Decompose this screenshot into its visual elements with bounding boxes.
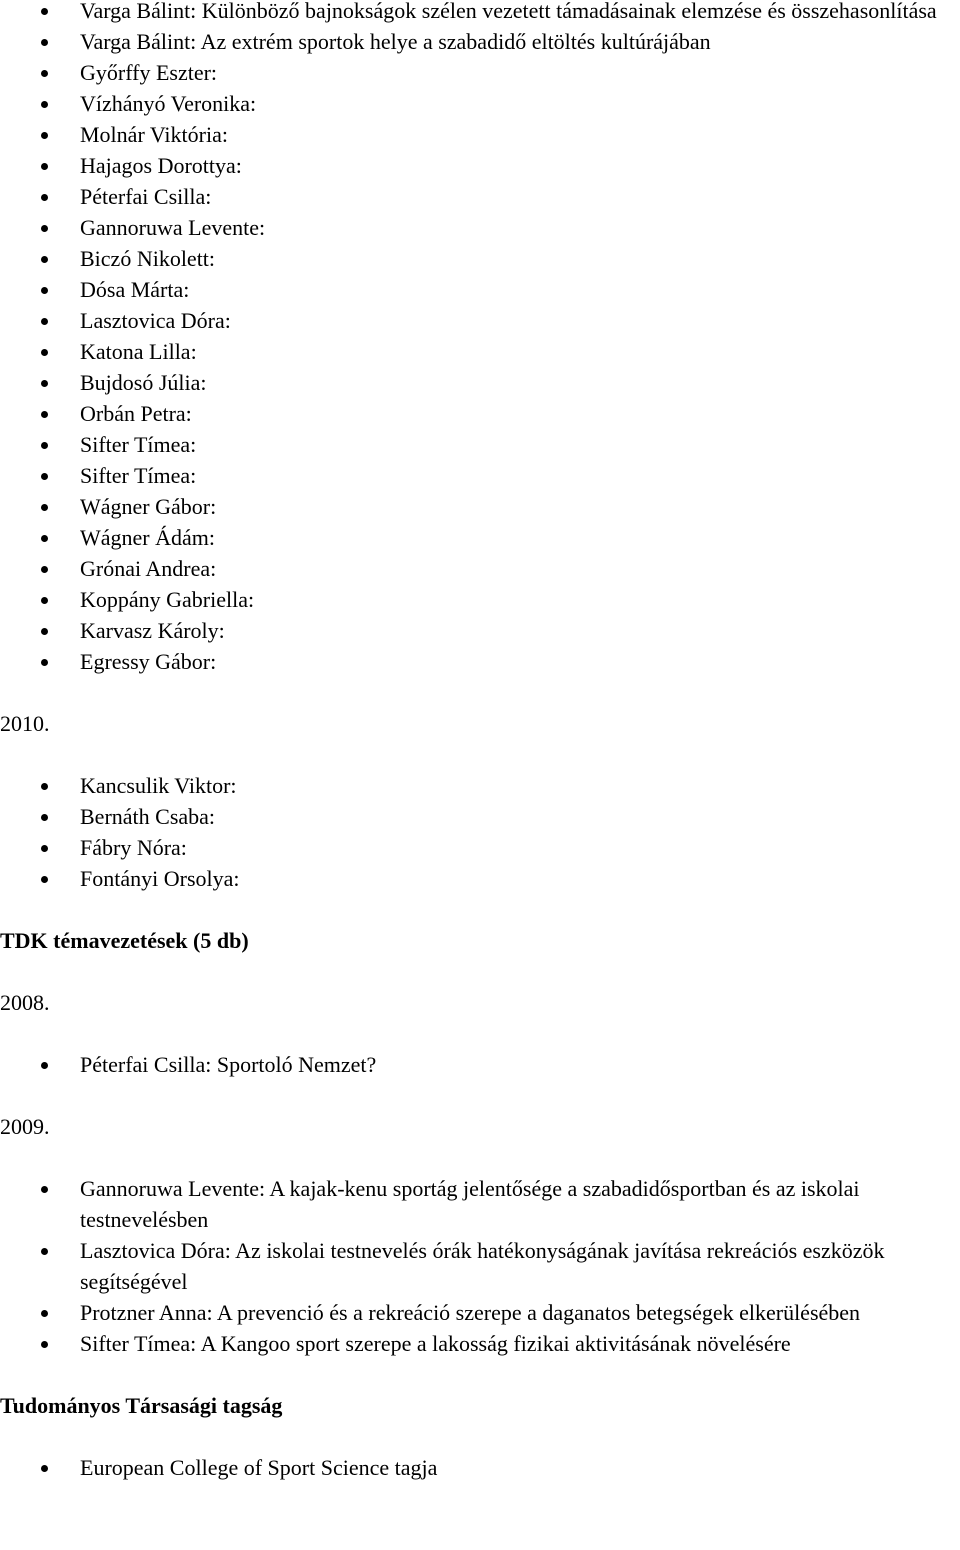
list-2010 — [0, 770, 960, 894]
spacer — [0, 1359, 960, 1390]
list-item: Karvasz Károly: — [80, 615, 960, 646]
list-item: Gannoruwa Levente: — [80, 212, 960, 243]
list-item: Hajagos Dorottya: — [80, 150, 960, 181]
list-item: Lasztovica Dóra: Az iskolai testnevelés órák hatékonyságának javítása rekreációs eszközök segítségével — [80, 1235, 960, 1297]
spacer — [0, 739, 960, 770]
spacer — [0, 894, 960, 925]
section-heading-membership: Tudományos Társasági tagság — [0, 1393, 283, 1418]
list-item: Katona Lilla: — [80, 336, 960, 367]
list-item: Fontányi Orsolya: — [80, 863, 960, 894]
list-item: Sifter Tímea: A Kangoo sport szerepe a lakosság fizikai aktivitásának növelésére — [80, 1328, 960, 1359]
spacer — [0, 1142, 960, 1173]
list-item: Egressy Gábor: — [80, 646, 960, 677]
list-item: European College of Sport Science tagja — [80, 1452, 960, 1483]
list-item: Wágner Gábor: — [80, 491, 960, 522]
list-2009-continued — [0, 0, 960, 677]
year-label-2008: 2008. — [0, 990, 50, 1015]
year-label-2009: 2009. — [0, 1114, 50, 1139]
spacer — [0, 1018, 960, 1049]
list-item: Koppány Gabriella: — [80, 584, 960, 615]
list-item: Sifter Tímea: — [80, 460, 960, 491]
list-item: Varga Bálint: Különböző bajnokságok szélen vezetett támadásainak elemzése és összehasonlítása — [80, 0, 960, 26]
list-item: Protzner Anna: A prevenció és a rekreáció szerepe a daganatos betegségek elkerülésében — [80, 1297, 960, 1328]
list-item: Kancsulik Viktor: — [80, 770, 960, 801]
list-item: Wágner Ádám: — [80, 522, 960, 553]
list-item: Vízhányó Veronika: — [80, 88, 960, 119]
spacer — [0, 1421, 960, 1452]
list-item: Gannoruwa Levente: A kajak-kenu sportág jelentősége a szabadidősportban és az iskolai testnevelésben — [80, 1173, 960, 1235]
spacer — [0, 677, 960, 708]
list-item: Molnár Viktória: — [80, 119, 960, 150]
list-membership — [0, 1452, 960, 1483]
list-item: Lasztovica Dóra: — [80, 305, 960, 336]
list-item: Péterfai Csilla: Sportoló Nemzet? — [80, 1049, 960, 1080]
list-item: Dósa Márta: — [80, 274, 960, 305]
spacer — [0, 956, 960, 987]
list-item: Grónai Andrea: — [80, 553, 960, 584]
section-heading-tdk: TDK témavezetések (5 db) — [0, 928, 249, 953]
list-item: Péterfai Csilla: — [80, 181, 960, 212]
list-item: Varga Bálint: Az extrém sportok helye a szabadidő eltöltés kultúrájában — [80, 26, 960, 57]
list-item: Fábry Nóra: — [80, 832, 960, 863]
list-item: Győrffy Eszter: — [80, 57, 960, 88]
spacer — [0, 1080, 960, 1111]
list-tdk-2009 — [0, 1173, 960, 1359]
list-item: Bujdosó Júlia: — [80, 367, 960, 398]
list-item: Orbán Petra: — [80, 398, 960, 429]
list-item: Sifter Tímea: — [80, 429, 960, 460]
list-item: Bernáth Csaba: — [80, 801, 960, 832]
list-item: Biczó Nikolett: — [80, 243, 960, 274]
year-label-2010: 2010. — [0, 711, 50, 736]
list-tdk-2008 — [0, 1049, 960, 1080]
